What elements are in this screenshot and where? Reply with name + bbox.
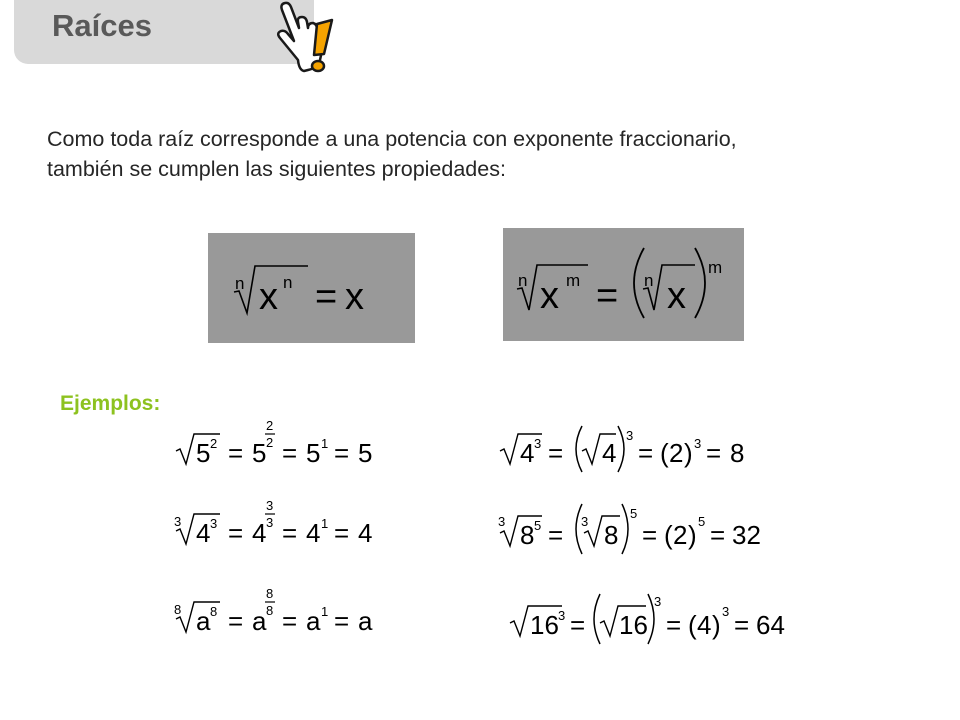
equals-sign: = bbox=[706, 438, 722, 468]
paren-close: ) bbox=[688, 520, 697, 550]
power-base: a bbox=[252, 606, 267, 636]
fraction-denominator: 8 bbox=[266, 603, 274, 618]
equals-sign: = bbox=[228, 518, 244, 548]
paren-close: ) bbox=[712, 610, 721, 640]
intro-text bbox=[47, 124, 927, 184]
power-base: 4 bbox=[252, 518, 267, 548]
root-index: n bbox=[235, 274, 245, 293]
radicand-base: 4 bbox=[196, 518, 211, 548]
example-3 bbox=[170, 582, 390, 638]
property-box-2 bbox=[503, 228, 744, 341]
left-paren bbox=[576, 504, 582, 554]
radicand-exponent: 8 bbox=[210, 604, 218, 619]
example-1 bbox=[170, 414, 390, 470]
radicand-base: 16 bbox=[530, 610, 559, 640]
paren-close: ) bbox=[684, 438, 693, 468]
root-index: n bbox=[518, 271, 528, 290]
equals-sign: = bbox=[548, 438, 564, 468]
inner-radicand: 4 bbox=[602, 438, 617, 468]
paren-open: ( bbox=[664, 520, 673, 550]
intro-line-2: también se cumplen las siguientes propiedades: bbox=[47, 157, 506, 181]
outer-exponent: m bbox=[708, 258, 723, 277]
power-base: 4 bbox=[306, 518, 321, 548]
inner-radicand: 16 bbox=[619, 610, 648, 640]
radicand-exponent: m bbox=[566, 271, 581, 290]
example-4 bbox=[496, 414, 766, 474]
radicand-base: 5 bbox=[196, 438, 211, 468]
radicand-base: a bbox=[196, 606, 211, 636]
root-index: 3 bbox=[498, 514, 506, 529]
power-base: 5 bbox=[306, 438, 321, 468]
result: 4 bbox=[358, 518, 373, 548]
left-paren bbox=[594, 594, 600, 644]
radicand-exponent: 3 bbox=[210, 516, 218, 531]
equals-sign: = bbox=[548, 520, 564, 550]
paren-exponent: 3 bbox=[694, 436, 702, 451]
radicand-base: 4 bbox=[520, 438, 535, 468]
inner-root-index: n bbox=[644, 271, 654, 290]
equals-sign: = bbox=[334, 438, 350, 468]
root-index: 8 bbox=[174, 602, 182, 617]
inner-base: x bbox=[667, 275, 686, 317]
equals-sign: = bbox=[642, 520, 658, 550]
fraction-numerator: 2 bbox=[266, 418, 274, 433]
paren-open: ( bbox=[688, 610, 697, 640]
power-exponent: 1 bbox=[321, 436, 329, 451]
equals-sign: = bbox=[334, 518, 350, 548]
radicand-exponent: 5 bbox=[534, 518, 542, 533]
equals-sign: = bbox=[282, 438, 298, 468]
equals-sign: = bbox=[596, 275, 619, 317]
fraction-numerator: 8 bbox=[266, 586, 274, 601]
property-formula-2 bbox=[503, 228, 744, 341]
radicand-base: x bbox=[540, 275, 559, 317]
paren-value: 2 bbox=[669, 438, 684, 468]
result: 32 bbox=[732, 520, 761, 550]
equals-sign: = bbox=[282, 518, 298, 548]
paren-exponent: 3 bbox=[722, 604, 730, 619]
radicand-base: x bbox=[259, 276, 278, 318]
equals-sign: = bbox=[228, 606, 244, 636]
paren-exponent: 5 bbox=[698, 514, 706, 529]
result: a bbox=[358, 606, 373, 636]
result: 64 bbox=[756, 610, 785, 640]
paren-exponent: 3 bbox=[626, 428, 634, 443]
equals-sign: = bbox=[666, 610, 682, 640]
property-formula-1 bbox=[208, 233, 415, 343]
examples-label: Ejemplos: bbox=[60, 392, 161, 415]
paren-exponent: 3 bbox=[654, 594, 662, 609]
root-index: 3 bbox=[174, 514, 182, 529]
power-base: a bbox=[306, 606, 321, 636]
result: 8 bbox=[730, 438, 745, 468]
equals-sign: = bbox=[570, 610, 586, 640]
equals-sign: = bbox=[228, 438, 244, 468]
inner-root-index: 3 bbox=[581, 514, 589, 529]
radicand-exponent: 2 bbox=[210, 436, 218, 451]
radicand-base: 8 bbox=[520, 520, 535, 550]
power-exponent: 1 bbox=[321, 604, 329, 619]
power-exponent: 1 bbox=[321, 516, 329, 531]
paren-value: 4 bbox=[697, 610, 712, 640]
equals-sign: = bbox=[638, 438, 654, 468]
right-paren bbox=[695, 248, 705, 318]
radicand-exponent: 3 bbox=[534, 436, 542, 451]
power-base: 5 bbox=[252, 438, 267, 468]
intro-line-1: Como toda raíz corresponde a una potencia con exponente fraccionario, bbox=[47, 127, 737, 151]
example-2 bbox=[170, 494, 390, 550]
page-title: Raíces bbox=[52, 8, 152, 43]
left-paren bbox=[576, 426, 582, 472]
pointing-hand-exclamation-icon bbox=[268, 0, 340, 80]
equals-sign: = bbox=[282, 606, 298, 636]
right-paren bbox=[618, 426, 624, 472]
radicand-exponent: n bbox=[283, 273, 293, 292]
equals-sign: = bbox=[315, 276, 338, 318]
equals-sign: = bbox=[734, 610, 750, 640]
fraction-denominator: 3 bbox=[266, 515, 274, 530]
paren-exponent: 5 bbox=[630, 506, 638, 521]
paren-value: 2 bbox=[673, 520, 688, 550]
left-paren bbox=[634, 248, 644, 318]
inner-radicand: 8 bbox=[604, 520, 619, 550]
property-box-1 bbox=[208, 233, 415, 343]
equals-sign: = bbox=[334, 606, 350, 636]
equals-sign: = bbox=[710, 520, 726, 550]
result: 5 bbox=[358, 438, 373, 468]
example-6 bbox=[496, 586, 796, 646]
example-5 bbox=[496, 496, 776, 556]
right-paren bbox=[622, 504, 628, 554]
result: x bbox=[345, 276, 364, 318]
fraction-numerator: 3 bbox=[266, 498, 274, 513]
radicand-exponent: 3 bbox=[558, 608, 566, 623]
fraction-denominator: 2 bbox=[266, 435, 274, 450]
paren-open: ( bbox=[660, 438, 669, 468]
